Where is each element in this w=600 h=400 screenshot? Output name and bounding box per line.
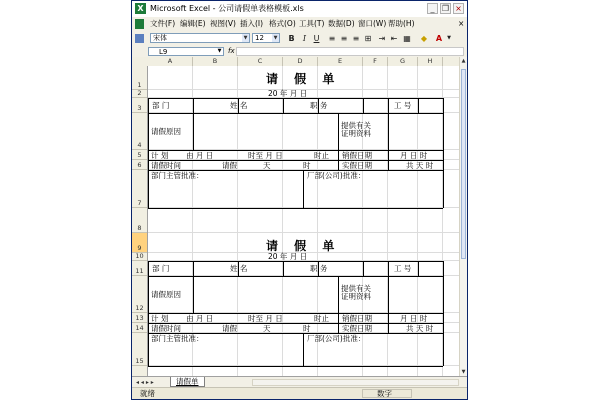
plan-from: 由 月 日 [186,151,214,160]
sheet-tab-leave-form[interactable]: 请假单 [170,377,205,387]
row-number: 6 [137,161,142,169]
row-header[interactable] [132,66,147,90]
row-header[interactable] [132,170,147,208]
row-header[interactable] [132,90,147,98]
increase-indent-icon[interactable]: ⇥ [378,34,386,43]
actual-days-unit: 天 [263,324,271,333]
row-number: 14 [135,324,144,332]
form-border [388,313,389,333]
menu-bar [132,17,467,32]
row-header[interactable] [132,313,147,323]
form-border [388,261,389,276]
label-employee-no: 工 号 [394,264,412,273]
font-size-value: 12 [255,34,264,42]
column-header[interactable]: H [418,57,443,66]
row-header[interactable] [132,98,147,113]
menu-view[interactable]: 视图(V) [210,19,236,28]
label-actual: 请假时间 [151,161,181,170]
row-number: 8 [137,224,142,232]
restore-button[interactable]: ❐ [441,4,450,13]
menu-edit[interactable]: 编辑(E) [180,19,206,28]
underline-button[interactable]: U [313,34,320,43]
row-header[interactable] [132,333,147,366]
form-title: 请 假 单 [266,72,341,86]
form-border [283,261,284,276]
row-header[interactable] [132,323,147,333]
form-title: 请 假 单 [266,239,341,253]
row-number: 12 [135,304,144,312]
column-header[interactable]: G [388,57,418,66]
actual-hours-unit: 时 [303,324,311,333]
plan-time: 时至 月 日 [248,314,283,323]
actual-days: 请假 [222,324,237,333]
label-actual-date: 实假日期 [342,324,372,333]
cancel-date-fields: 月 日 时 [400,314,428,323]
column-header[interactable]: C [238,57,283,66]
actual-hours-unit: 时 [303,161,311,170]
row-header[interactable] [132,113,147,150]
status-ready: 就绪 [140,389,155,398]
window-title: Microsoft Excel - 公司请假单表格模板.xls [150,4,304,13]
vertical-scrollbar[interactable] [459,57,467,376]
worksheet-grid[interactable] [148,66,459,376]
label-proof: 提供有关 证明资料 [341,121,371,138]
sheet-navigation-icons[interactable]: ◂ ◂ ▸ ▸ [136,379,154,386]
plan-end: 时止 [314,314,329,323]
label-position: 职 务 [310,264,328,273]
chevron-down-icon[interactable]: ▼ [243,35,248,41]
borders-icon[interactable]: ▦ [403,34,411,43]
menu-file[interactable]: 文件(F) [150,19,176,28]
italic-button[interactable]: I [302,34,307,43]
formula-input[interactable] [236,47,464,56]
row-number: 5 [137,151,142,159]
label-actual: 请假时间 [151,324,181,333]
chevron-down-icon[interactable]: ▼ [273,35,278,41]
row-number: 13 [135,314,144,322]
form-border [148,323,443,324]
form-date-line: 20 年 月 日 [268,252,308,261]
column-header[interactable]: B [193,57,238,66]
menu-format[interactable]: 格式(O) [269,19,296,28]
column-header[interactable]: F [363,57,388,66]
sheet-tab-bar [132,376,467,387]
form-border [443,261,444,366]
label-factory-approval: 厂部(公司)批准： [307,334,366,343]
total-fields: 共 天 时 [406,161,434,170]
row-header[interactable] [132,160,147,170]
horizontal-scrollbar[interactable] [252,379,459,386]
scroll-up-icon[interactable]: ▲ [461,58,466,64]
row-number: 11 [135,267,144,275]
status-bar [132,387,467,399]
form-border [148,261,149,366]
row-number: 7 [137,199,142,207]
label-factory-approval: 厂部(公司)批准： [307,171,366,180]
label-proof: 提供有关 证明资料 [341,284,371,301]
align-left-icon[interactable]: ≡ [328,34,336,43]
workbook-icon[interactable] [135,19,144,29]
label-plan: 计 划 [151,151,169,160]
row-header[interactable] [132,233,147,253]
form-border [418,261,419,276]
label-actual-date: 实假日期 [342,161,372,170]
close-button[interactable]: × [453,3,464,14]
close-workbook-button[interactable]: × [458,19,465,28]
column-header[interactable]: E [318,57,363,66]
form-border [193,261,194,276]
row-number: 2 [137,89,142,97]
label-name: 姓 名 [230,264,248,273]
label-dept-approval: 部门主管批准： [151,171,204,180]
label-dept: 部 门 [152,101,170,110]
label-dept: 部 门 [152,264,170,273]
minimize-button[interactable]: _ [427,3,438,14]
cancel-date-fields: 月 日 时 [400,151,428,160]
form-border [338,276,339,313]
save-icon[interactable] [135,34,144,43]
form-border [193,276,194,313]
column-header[interactable]: D [283,57,318,66]
label-position: 职 务 [310,101,328,110]
row-headers [132,66,148,376]
excel-app-icon: X [135,3,146,14]
row-number: 9 [137,244,142,252]
menu-insert[interactable]: 插入(I) [240,19,264,28]
menu-data[interactable]: 数据(D) [328,19,355,28]
form-border [363,261,364,276]
align-right-icon[interactable]: ≡ [352,34,360,43]
label-dept-approval: 部门主管批准： [151,334,204,343]
total-fields: 共 天 时 [406,324,434,333]
label-cancel-date: 销假日期 [342,314,372,323]
row-number: 15 [135,357,144,365]
row-header[interactable] [132,261,147,276]
actual-days-unit: 天 [263,161,271,170]
font-color-icon[interactable]: A [435,34,443,43]
plan-time: 时至 月 日 [248,151,283,160]
row-number: 4 [137,141,142,149]
chevron-down-icon[interactable]: ▼ [447,35,451,41]
label-reason: 请假原因 [151,290,181,299]
plan-from: 由 月 日 [186,314,214,323]
scroll-thumb[interactable] [461,69,466,259]
status-mode: 数字 [377,389,392,398]
form-date-line: 20 年 月 日 [268,89,308,98]
bold-button[interactable]: B [288,34,295,43]
decrease-indent-icon[interactable]: ⇤ [390,34,398,43]
row-header[interactable] [132,276,147,313]
form-border [303,333,304,366]
font-name-value: 宋体 [153,34,167,42]
form-border [148,366,443,367]
fill-color-icon[interactable]: ◆ [420,34,428,43]
actual-days: 请假 [222,161,237,170]
label-cancel-date: 销假日期 [342,151,372,160]
insert-function-icon[interactable]: fx [228,47,235,55]
row-number: 10 [135,252,144,260]
form-border [388,276,389,313]
font-name-combo[interactable] [150,33,250,43]
excel-window [131,0,468,400]
chevron-down-icon[interactable]: ▼ [217,48,222,54]
align-center-icon[interactable]: ≡ [340,34,348,43]
row-header[interactable] [132,253,147,261]
menu-window[interactable]: 窗口(W) [358,19,387,28]
leave-form [148,66,459,376]
name-box[interactable] [148,47,224,56]
label-reason: 请假原因 [151,127,181,136]
menu-tools[interactable]: 工具(T) [299,19,325,28]
status-pane [362,389,412,398]
font-size-combo[interactable] [252,33,280,43]
formatting-toolbar [132,31,467,47]
label-plan: 计 划 [151,314,169,323]
row-number: 3 [137,104,142,112]
row-number: 1 [137,81,142,89]
merge-center-icon[interactable]: ⊞ [364,34,372,43]
scroll-down-icon[interactable]: ▼ [461,369,466,375]
form-border [338,313,339,333]
column-header[interactable]: A [148,57,193,66]
title-bar [132,1,467,18]
plan-end: 时止 [314,151,329,160]
row-header[interactable] [132,208,147,233]
menu-help[interactable]: 帮助(H) [388,19,415,28]
label-employee-no: 工 号 [394,101,412,110]
cell-reference: L9 [159,48,168,56]
row-header[interactable] [132,150,147,160]
label-name: 姓 名 [230,101,248,110]
